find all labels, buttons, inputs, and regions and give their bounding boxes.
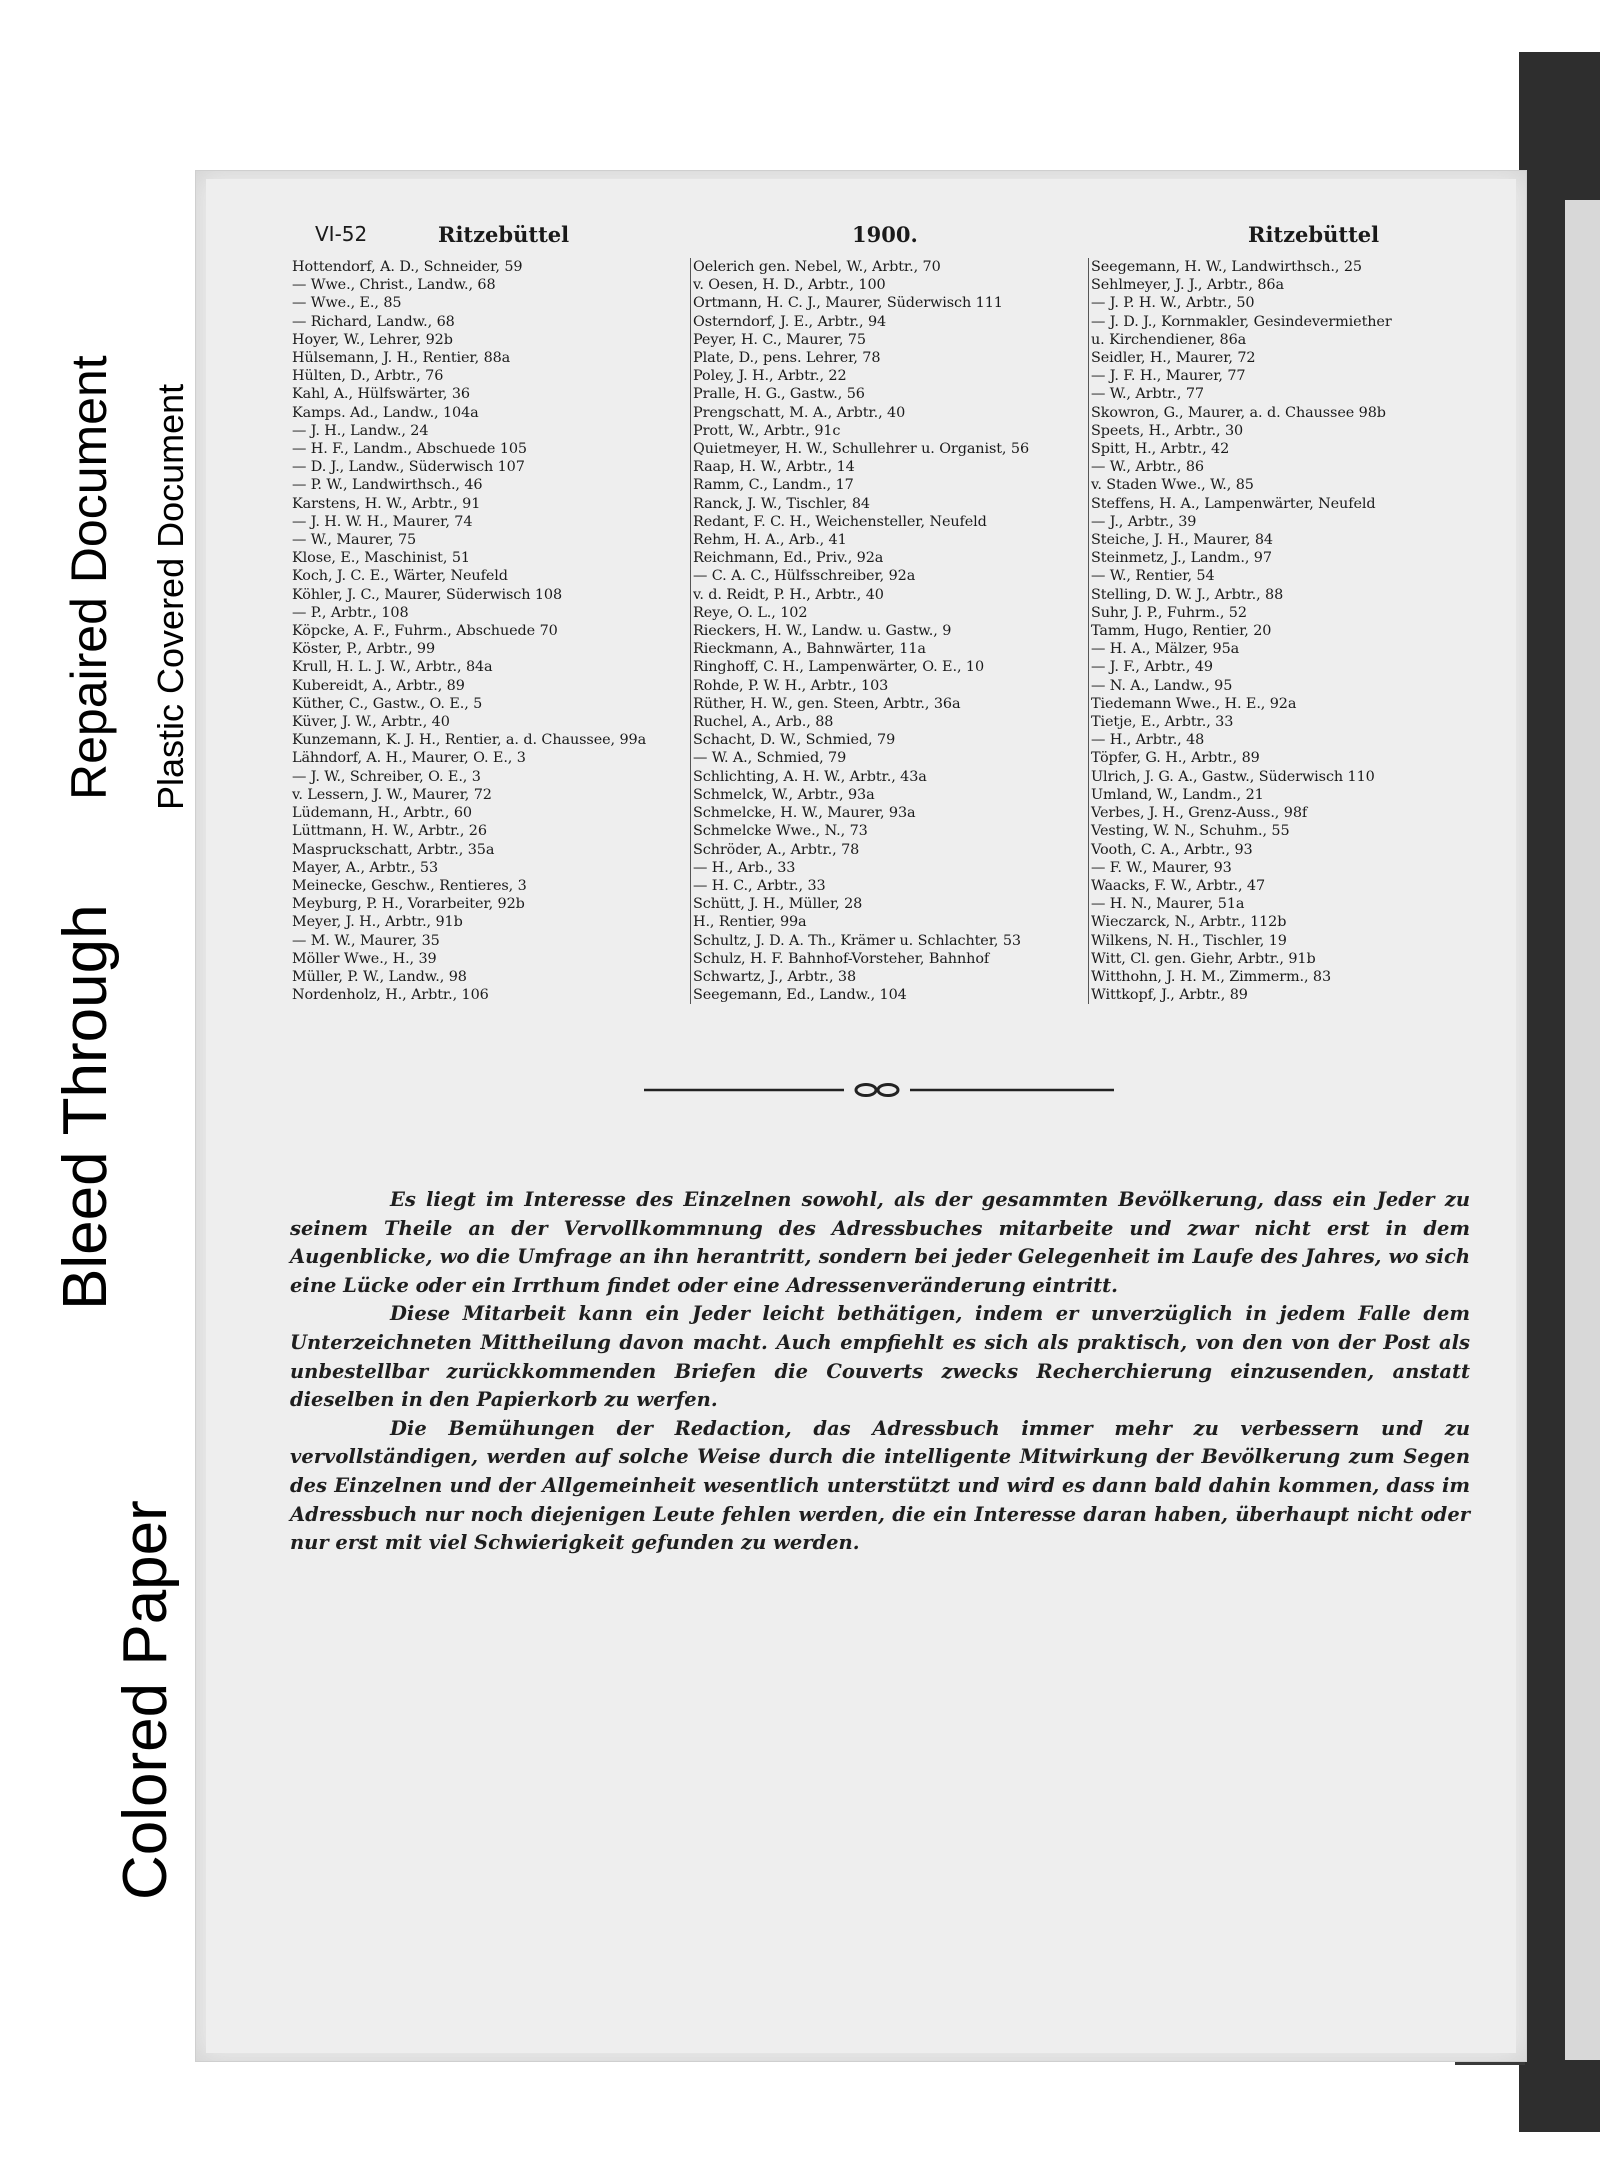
address-entry: Ringhoff, C. H., Lampenwärter, O. E., 10	[693, 659, 984, 676]
address-entry: u. Kirchendiener, 86a	[1091, 331, 1247, 348]
address-entry: — J. H. W. H., Maurer, 74	[292, 513, 473, 530]
address-entry: Peyer, H. C., Maurer, 75	[693, 331, 866, 348]
address-entry: Reichmann, Ed., Priv., 92a	[693, 550, 884, 567]
address-entry: Küver, J. W., Arbtr., 40	[292, 714, 450, 731]
address-entry: — H. N., Maurer, 51a	[1091, 896, 1245, 913]
address-entry: Sehlmeyer, J. J., Arbtr., 86a	[1091, 277, 1284, 294]
address-entry: — Wwe., Christ., Landw., 68	[292, 277, 496, 294]
address-entry: Redant, F. C. H., Weichensteller, Neufeld	[693, 513, 987, 530]
address-entry: Tiedemann Wwe., H. E., 92a	[1091, 695, 1297, 712]
address-entry: Plate, D., pens. Lehrer, 78	[693, 350, 881, 367]
address-entry: Ramm, C., Landm., 17	[693, 477, 854, 494]
address-entry: Küther, C., Gastw., O. E., 5	[292, 695, 483, 712]
address-entry: v. Lessern, J. W., Maurer, 72	[292, 786, 492, 803]
address-entry: Stelling, D. W. J., Arbtr., 88	[1091, 586, 1284, 603]
address-entry: Raap, H. W., Arbtr., 14	[693, 459, 855, 476]
address-entry: Möller Wwe., H., 39	[292, 950, 437, 967]
address-entry: Ortmann, H. C. J., Maurer, Süderwisch 111	[693, 295, 1003, 312]
header-right-title: Ritzebüttel	[1248, 222, 1380, 247]
address-entry: Osterndorf, J. E., Arbtr., 94	[693, 313, 887, 330]
address-entry: Waacks, F. W., Arbtr., 47	[1091, 877, 1265, 894]
address-entry: Suhr, J. P., Fuhrm., 52	[1091, 604, 1247, 621]
address-entry: — M. W., Maurer, 35	[292, 932, 440, 949]
address-entry: Mayer, A., Arbtr., 53	[292, 859, 439, 876]
notice-text	[290, 1186, 1470, 1558]
address-entry: — J. F., Arbtr., 49	[1091, 659, 1213, 676]
address-entry: — N. A., Landw., 95	[1091, 677, 1233, 694]
address-entry: Oelerich gen. Nebel, W., Arbtr., 70	[693, 259, 941, 275]
address-entry: Schwartz, J., Arbtr., 38	[693, 968, 857, 985]
address-entry: Schulz, H. F. Bahnhof-Vorsteher, Bahnhof	[693, 950, 990, 967]
address-entry: Köhler, J. C., Maurer, Süderwisch 108	[292, 586, 563, 603]
notice-paragraph-1: Es liegt im Interesse des Einzelnen sowohl, als der gesammten Bevölkerung, dass ein Jeder zu seinem Theile an der Vervollkommnung des Adressbuches mitarbeite und zwar nicht erst in dem Augenblicke, wo die Umfrage an ihn herantritt, sondern bei jeder Gelegenheit im Laufe des Jahres, wo sich eine Lücke oder ein Irrthum findet oder eine Adressenveränderung eintritt.	[290, 1188, 1470, 1297]
address-entry: v. Staden Wwe., W., 85	[1091, 477, 1254, 494]
address-entry: Seegemann, H. W., Landwirthsch., 25	[1091, 259, 1362, 275]
address-entry: — H. A., Mälzer, 95a	[1091, 641, 1240, 658]
address-entry: Köster, P., Arbtr., 99	[292, 641, 436, 658]
address-entry: Speets, H., Arbtr., 30	[1091, 422, 1244, 439]
address-entry: Prott, W., Arbtr., 91c	[693, 422, 841, 439]
label-repaired-document: Repaired Document	[61, 355, 117, 800]
address-entry: — H. F., Landm., Abschuede 105	[292, 441, 527, 458]
address-entry: Klose, E., Maschinist, 51	[292, 550, 470, 567]
address-entry: Schmelck, W., Arbtr., 93a	[693, 786, 875, 803]
address-entry: Meyer, J. H., Arbtr., 91b	[292, 914, 463, 931]
address-entry: — J. H., Landw., 24	[292, 422, 429, 439]
address-entry: Prengschatt, M. A., Arbtr., 40	[693, 404, 906, 421]
address-entry: Seidler, H., Maurer, 72	[1091, 350, 1256, 367]
label-plastic-covered: Plastic Covered Document	[150, 383, 191, 810]
address-entry: — J. W., Schreiber, O. E., 3	[292, 768, 481, 785]
address-entry: Schmelcke Wwe., N., 73	[693, 823, 868, 840]
address-entry: — W. A., Schmied, 79	[693, 750, 847, 767]
address-entry: Schacht, D. W., Schmied, 79	[693, 732, 896, 749]
address-entry: — J., Arbtr., 39	[1091, 513, 1197, 530]
address-entry: Kamps. Ad., Landw., 104a	[292, 404, 479, 421]
next-page-edge	[1565, 200, 1600, 2060]
address-entry: Wieczarck, N., Arbtr., 112b	[1091, 914, 1287, 931]
address-entry: — W., Arbtr., 86	[1091, 459, 1204, 476]
address-entry: Lüdemann, H., Arbtr., 60	[292, 805, 472, 822]
address-entry: Kubereidt, A., Arbtr., 89	[292, 677, 465, 694]
address-entry: Rieckmann, A., Bahnwärter, 11a	[693, 641, 926, 658]
header-year: 1900.	[852, 222, 918, 247]
address-entry: Spitt, H., Arbtr., 42	[1091, 441, 1230, 458]
address-entry: — J. F. H., Maurer, 77	[1091, 368, 1246, 385]
address-entry: Tietje, E., Arbtr., 33	[1091, 714, 1234, 731]
address-entry: v. Oesen, H. D., Arbtr., 100	[693, 277, 886, 294]
address-entry: — W., Maurer, 75	[292, 532, 417, 549]
address-entry: Poley, J. H., Arbtr., 22	[693, 368, 847, 385]
address-entry: Kahl, A., Hülfswärter, 36	[292, 386, 470, 403]
address-entry: H., Rentier, 99a	[693, 914, 807, 931]
address-entry: — W., Rentier, 54	[1091, 568, 1215, 585]
address-entry: Hoyer, W., Lehrer, 92b	[292, 331, 453, 348]
address-entry: Ranck, J. W., Tischler, 84	[693, 495, 870, 512]
page-number: VI-52	[315, 222, 368, 246]
address-entry: Pralle, H. G., Gastw., 56	[693, 386, 865, 403]
address-entry: Vooth, C. A., Arbtr., 93	[1091, 841, 1253, 858]
address-entry: Vesting, W. N., Schuhm., 55	[1091, 823, 1290, 840]
address-entry: Seegemann, Ed., Landw., 104	[693, 987, 907, 1004]
address-column-2	[690, 258, 1088, 1004]
header-left-title: Ritzebüttel	[438, 222, 570, 247]
address-entry: Meinecke, Geschw., Rentieres, 3	[292, 877, 527, 894]
notice-paragraph-2: Diese Mitarbeit kann ein Jeder leicht bethätigen, indem er unverzüglich in jedem Falle dem Unterzeichneten Mittheilung davon macht. Auch empfiehlt es sich als praktisch, von den von der Post als unbestellbar zurückkommenden Briefen die Couverts zwecks Recherchierung einzusenden, anstatt dieselben in den Papierkorb zu werfen.	[290, 1302, 1470, 1412]
address-entry: Witthohn, J. H. M., Zimmerm., 83	[1091, 968, 1332, 985]
address-entry: — D. J., Landw., Süderwisch 107	[292, 459, 525, 476]
address-entry: Rohde, P. W. H., Arbtr., 103	[693, 677, 889, 694]
address-entry: Schmelcke, H. W., Maurer, 93a	[693, 805, 916, 822]
address-entry: Schultz, J. D. A. Th., Krämer u. Schlachter, 53	[693, 932, 1021, 949]
address-entry: Rehm, H. A., Arb., 41	[693, 532, 847, 549]
address-entry: Umland, W., Landm., 21	[1091, 786, 1264, 803]
address-entry: — Richard, Landw., 68	[292, 313, 455, 330]
address-entry: — F. W., Maurer, 93	[1091, 859, 1232, 876]
top-background	[1519, 0, 1600, 52]
address-entry: — J. D. J., Kornmakler, Gesindevermiether	[1091, 313, 1392, 330]
address-entry: — H. C., Arbtr., 33	[693, 877, 826, 894]
ornament-divider	[644, 1083, 1114, 1097]
address-entry: Maspruckschatt, Arbtr., 35a	[292, 841, 495, 858]
address-entry: — P., Arbtr., 108	[292, 604, 409, 621]
address-entry: Tamm, Hugo, Rentier, 20	[1091, 623, 1272, 640]
address-entry: Witt, Cl. gen. Giehr, Arbtr., 91b	[1091, 950, 1316, 967]
address-entry: — J. P. H. W., Arbtr., 50	[1091, 295, 1255, 312]
address-entry: Skowron, G., Maurer, a. d. Chaussee 98b	[1091, 404, 1386, 421]
address-entry: Schütt, J. H., Müller, 28	[693, 896, 863, 913]
address-entry: Steiche, J. H., Maurer, 84	[1091, 532, 1273, 549]
address-entry: Nordenholz, H., Arbtr., 106	[292, 987, 489, 1004]
address-entry: Schröder, A., Arbtr., 78	[693, 841, 860, 858]
address-entry: Quietmeyer, H. W., Schullehrer u. Organist, 56	[693, 441, 1029, 458]
address-entry: — P. W., Landwirthsch., 46	[292, 477, 483, 494]
address-column-3	[1088, 258, 1486, 1004]
address-entry: Schlichting, A. H. W., Arbtr., 43a	[693, 768, 927, 785]
address-entry: Töpfer, G. H., Arbtr., 89	[1091, 750, 1260, 767]
address-entry: Steinmetz, J., Landm., 97	[1091, 550, 1272, 567]
address-entry: Kunzemann, K. J. H., Rentier, a. d. Chaussee, 99a	[292, 732, 647, 749]
address-entry: Rieckers, H. W., Landw. u. Gastw., 9	[693, 623, 952, 640]
address-entry: Wilkens, N. H., Tischler, 19	[1091, 932, 1287, 949]
address-entry: — Wwe., E., 85	[292, 295, 402, 312]
address-column-1	[292, 258, 692, 1004]
address-entry: Ruchel, A., Arb., 88	[693, 714, 834, 731]
address-entry: Ulrich, J. G. A., Gastw., Süderwisch 110	[1091, 768, 1375, 785]
address-entry: — H., Arb., 33	[693, 859, 796, 876]
address-entry: Koch, J. C. E., Wärter, Neufeld	[292, 568, 508, 585]
address-entry: Köpcke, A. F., Fuhrm., Abschuede 70	[292, 623, 558, 640]
notice-paragraph-3: Die Bemühungen der Redaction, das Adressbuch immer mehr zu verbessern und zu vervollständigen, werden auf solche Weise durch die intelligente Mitwirkung der Bevölkerung zum Segen des Einzelnen und der Allgemeinheit wesentlich unterstützt und wird es dann bald dahin kommen, dass im Adressbuch nur noch diejenigen Leute fehlen werden, die ein Interesse daran haben, überhaupt nicht oder nur erst mit viel Schwierigkeit gefunden zu werden.	[290, 1416, 1470, 1555]
address-entry: v. d. Reidt, P. H., Arbtr., 40	[693, 586, 884, 603]
address-entry: Meyburg, P. H., Vorarbeiter, 92b	[292, 896, 525, 913]
address-entry: Steffens, H. A., Lampenwärter, Neufeld	[1091, 495, 1376, 512]
address-entry: Wittkopf, J., Arbtr., 89	[1091, 987, 1248, 1004]
address-entry: Hülsemann, J. H., Rentier, 88a	[292, 350, 511, 367]
address-entry: Müller, P. W., Landw., 98	[292, 968, 467, 985]
address-entry: Hottendorf, A. D., Schneider, 59	[292, 259, 523, 275]
address-entry: — W., Arbtr., 77	[1091, 386, 1204, 403]
address-entry: Reye, O. L., 102	[693, 604, 808, 621]
label-bleed-through: Bleed Through	[51, 904, 120, 1310]
address-entry: Krull, H. L. J. W., Arbtr., 84a	[292, 659, 493, 676]
label-colored-paper: Colored Paper	[111, 1500, 180, 1900]
address-entry: — C. A. C., Hülfsschreiber, 92a	[693, 568, 916, 585]
address-entry: Rüther, H. W., gen. Steen, Arbtr., 36a	[693, 695, 961, 712]
address-entry: Karstens, H. W., Arbtr., 91	[292, 495, 481, 512]
address-entry: Lähndorf, A. H., Maurer, O. E., 3	[292, 750, 526, 767]
address-entry: — H., Arbtr., 48	[1091, 732, 1205, 749]
address-entry: Hülten, D., Arbtr., 76	[292, 368, 444, 385]
address-entry: Lüttmann, H. W., Arbtr., 26	[292, 823, 487, 840]
address-entry: Verbes, J. H., Grenz-Auss., 98f	[1091, 805, 1308, 822]
